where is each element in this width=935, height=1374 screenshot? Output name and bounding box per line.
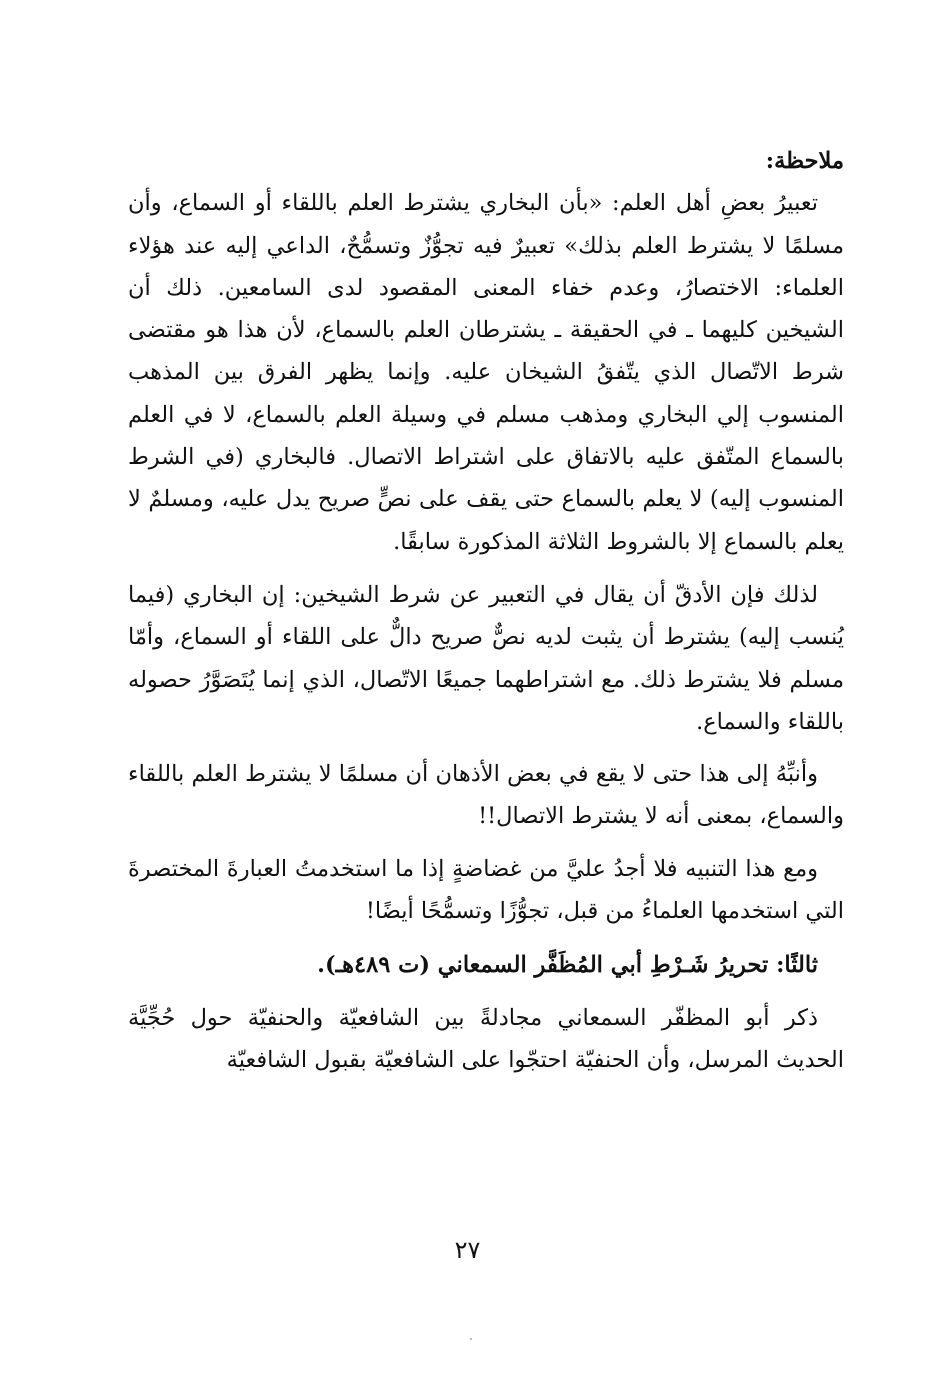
paragraph-samani: ذكر أبو المظفّر السمعاني مجادلةً بين الشافعيّة والحنفيّة حول حُجِّيَّة الحديث المرسل، وأن الحنفيّة احتجّوا على الشافعيّة بقبول الشافعيّة	[128, 1004, 844, 1073]
page-number: ٢٧	[454, 1236, 481, 1264]
scan-speck	[470, 1338, 472, 1340]
paragraph-precise-wording: لذلك فإن الأدقّ أن يقال في التعبير عن شرط الشيخين: إن البخاري (فيما يُنسب إليه) يشترط أن يثبت لديه نصٌّ صريح دالٌّ على اللقاء أو السماع، وأمّا مسلم فلا يشترط ذلك. مع اشتراطهما جميعًا الاتّصال، الذي إنما يُتَصَوَّرُ حصوله باللقاء والسماع.	[128, 581, 844, 735]
page-text	[128, 140, 844, 1081]
note-heading: ملاحظة:	[765, 148, 844, 174]
section-heading: ثالثًا: تحريرُ شَـرْطِ أبي المُظَفَّر السمعاني (ت ٤٨٩هـ).	[317, 952, 818, 979]
paragraph-warning: وأنبِّهُ إلى هذا حتى لا يقع في بعض الأذهان أن مسلمًا لا يشترط العلم باللقاء والسماع، بمعنى أنه لا يشترط الاتصال!!	[128, 761, 844, 830]
paragraph-usage: ومع هذا التنبيه فلا أجدُ عليَّ من غضاضةٍ إذا ما استخدمتُ العبارةَ المختصرةَ التي استخدمها العلماءُ من قبل، تجوُّزًا وتسمُّحًا أيضًا!	[128, 855, 844, 925]
paragraph-note-body: تعبيرُ بعضِ أهل العلم: «بأن البخاري يشترط العلم باللقاء أو السماع، وأن مسلمًا لا يشترط العلم بذلك» تعبيرٌ فيه تجوُّزٌ وتسمُّحٌ، الداعي إليه عند هؤلاء العلماء: الاختصارُ، وعدم خفاء المعنى المقصود لدى السامعين. ذلك أن الشيخين كليهما ـ في الحقيقة ـ يشترطان العلم بالسماع، لأن هذا هو مقتضى شرط الاتّصال الذي يتّفقُ الشيخان عليه. وإنما يظهر الفرق بين المذهب المنسوب إلي البخاري ومذهب مسلم في وسيلة العلم بالسماع، لا في العلم بالسماع المتّفق عليه بالاتفاق على اشتراط الاتصال. فالبخاري (في الشرط المنسوب إليه) لا يعلم بالسماع حتى يقف على نصٍّ صريح يدل عليه، ومسلمٌ لا يعلم بالسماع إلا بالشروط الثلاثة المذكورة سابقًا.	[128, 190, 844, 555]
